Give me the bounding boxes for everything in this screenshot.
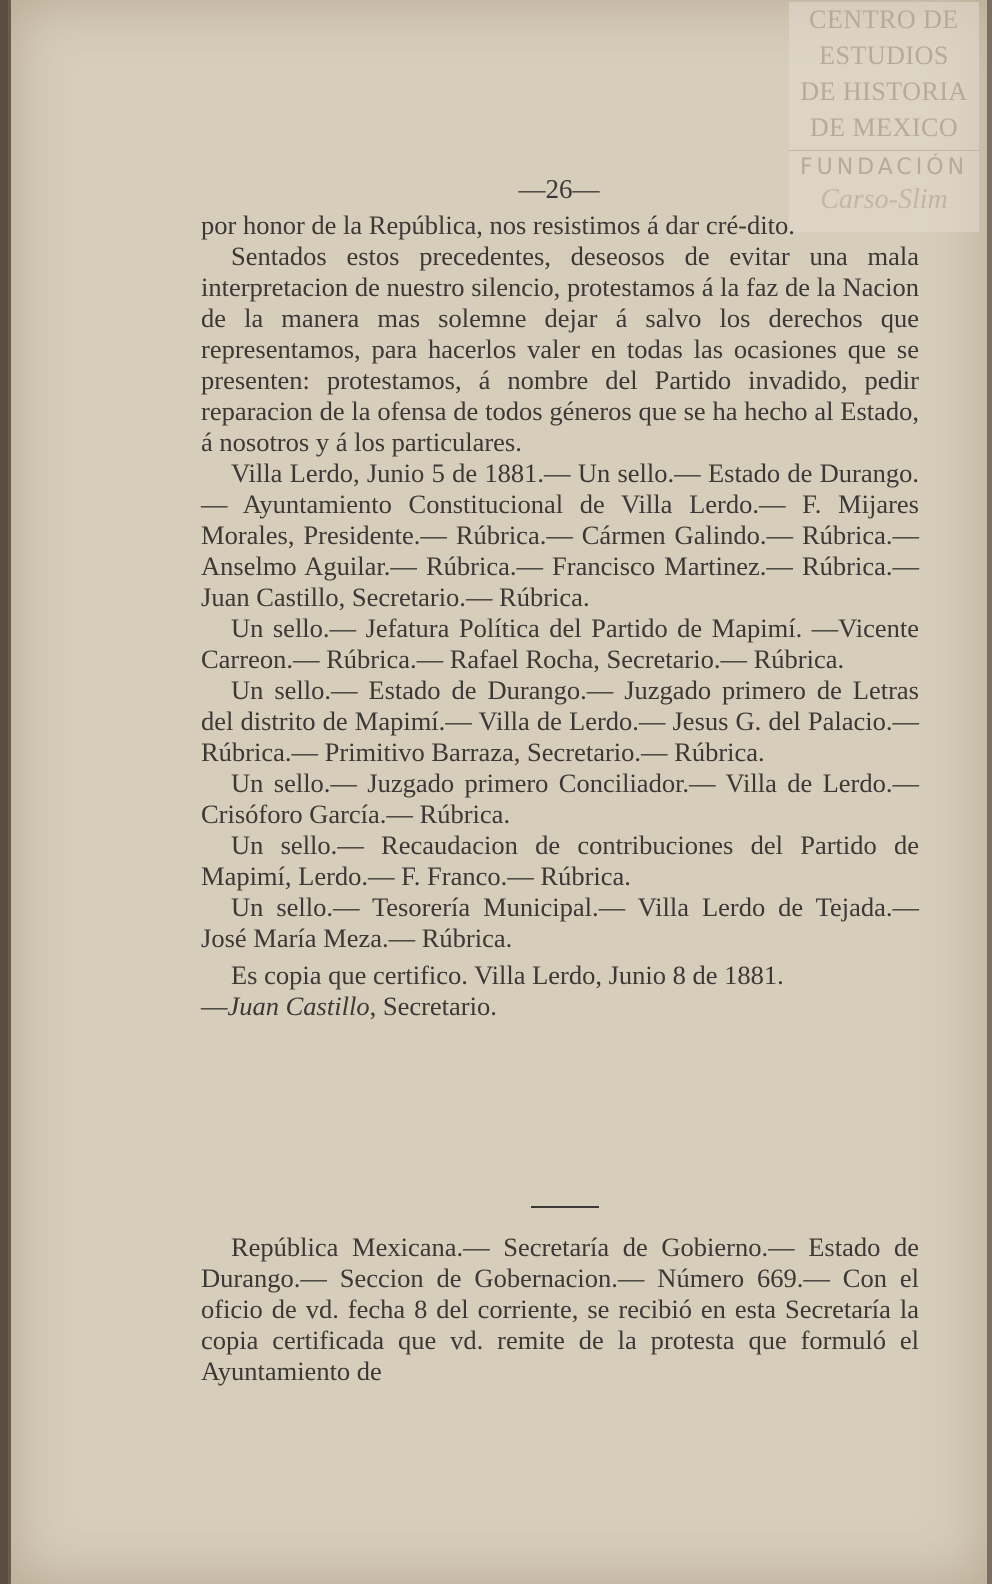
main-text	[201, 210, 919, 1022]
document-page	[8, 0, 987, 1584]
stamp-line-4: DE MEXICO	[809, 113, 959, 142]
section-divider	[531, 1206, 599, 1208]
bottom-text	[201, 1232, 919, 1387]
paragraph: Un sello.— Jefatura Política del Partido de Mapimí. —Vicente Carreon.— Rúbrica.— Rafael Rocha, Secretario.— Rúbrica.	[201, 613, 919, 674]
stamp-foundation: FUNDACIÓN	[799, 155, 969, 180]
paragraph: Villa Lerdo, Junio 5 de 1881.— Un sello.— Estado de Durango.— Ayuntamiento Constitucional de Villa Lerdo.— F. Mijares Morales, Presidente.— Rúbrica.— Cármen Galindo.— Rúbrica.— Anselmo Aguilar.— Rúbrica.— Francisco Martinez.— Rúbrica.— Juan Castillo, Secretario.— Rúbrica.	[201, 458, 919, 612]
page-number: —26—	[518, 174, 600, 204]
stamp-signature: Carso-Slim	[820, 184, 948, 215]
page-edge	[0, 0, 8, 1584]
paragraph: Un sello.— Recaudacion de contribuciones del Partido de Mapimí, Lerdo.— F. Franco.— Rúbrica.	[201, 830, 919, 891]
paragraph: Sentados estos precedentes, deseosos de evitar una mala interpretacion de nuestro silencio, protestamos á la faz de la Nacion de la manera mas solemne dejar á salvo los derechos que representamos, para hacerlos valer en todas las ocasiones que se presenten: protestamos, á nombre del Partido invadido, pedir reparacion de la ofensa de todos géneros que se ha hecho al Estado, á nosotros y á los particulares.	[201, 241, 919, 457]
signer-title: , Secretario.	[369, 991, 497, 1021]
paragraph: Un sello.— Juzgado primero Conciliador.— Villa de Lerdo.— Crisóforo García.— Rúbrica.	[201, 768, 919, 829]
certification	[201, 960, 919, 1022]
stamp-line-2: ESTUDIOS	[819, 41, 949, 70]
signer-name: Juan Castillo	[227, 991, 370, 1021]
paragraph: por honor de la República, nos resistimos á dar cré-dito.	[201, 210, 795, 240]
paragraph: Un sello.— Tesorería Municipal.— Villa Lerdo de Tejada.— José María Meza.— Rúbrica.	[201, 892, 919, 953]
signer-prefix: —	[201, 991, 228, 1021]
certification-text: Es copia que certifico. Villa Lerdo, Junio 8 de 1881.	[231, 960, 784, 990]
stamp-line-1: CENTRO DE	[809, 5, 959, 34]
paragraph: Un sello.— Estado de Durango.— Juzgado primero de Letras del distrito de Mapimí.— Villa de Lerdo.— Jesus G. del Palacio.— Rúbrica.— Primitivo Barraza, Secretario.— Rúbrica.	[201, 675, 919, 767]
stamp-line-3: DE HISTORIA	[800, 77, 968, 106]
paragraph: República Mexicana.— Secretaría de Gobierno.— Estado de Durango.— Seccion de Gobernacion.— Número 669.— Con el oficio de vd. fecha 8 del corriente, se recibió en esta Secretaría la copia certificada que vd. remite de la protesta que formuló el Ayuntamiento de	[201, 1232, 919, 1386]
stamp-divider	[789, 150, 979, 151]
